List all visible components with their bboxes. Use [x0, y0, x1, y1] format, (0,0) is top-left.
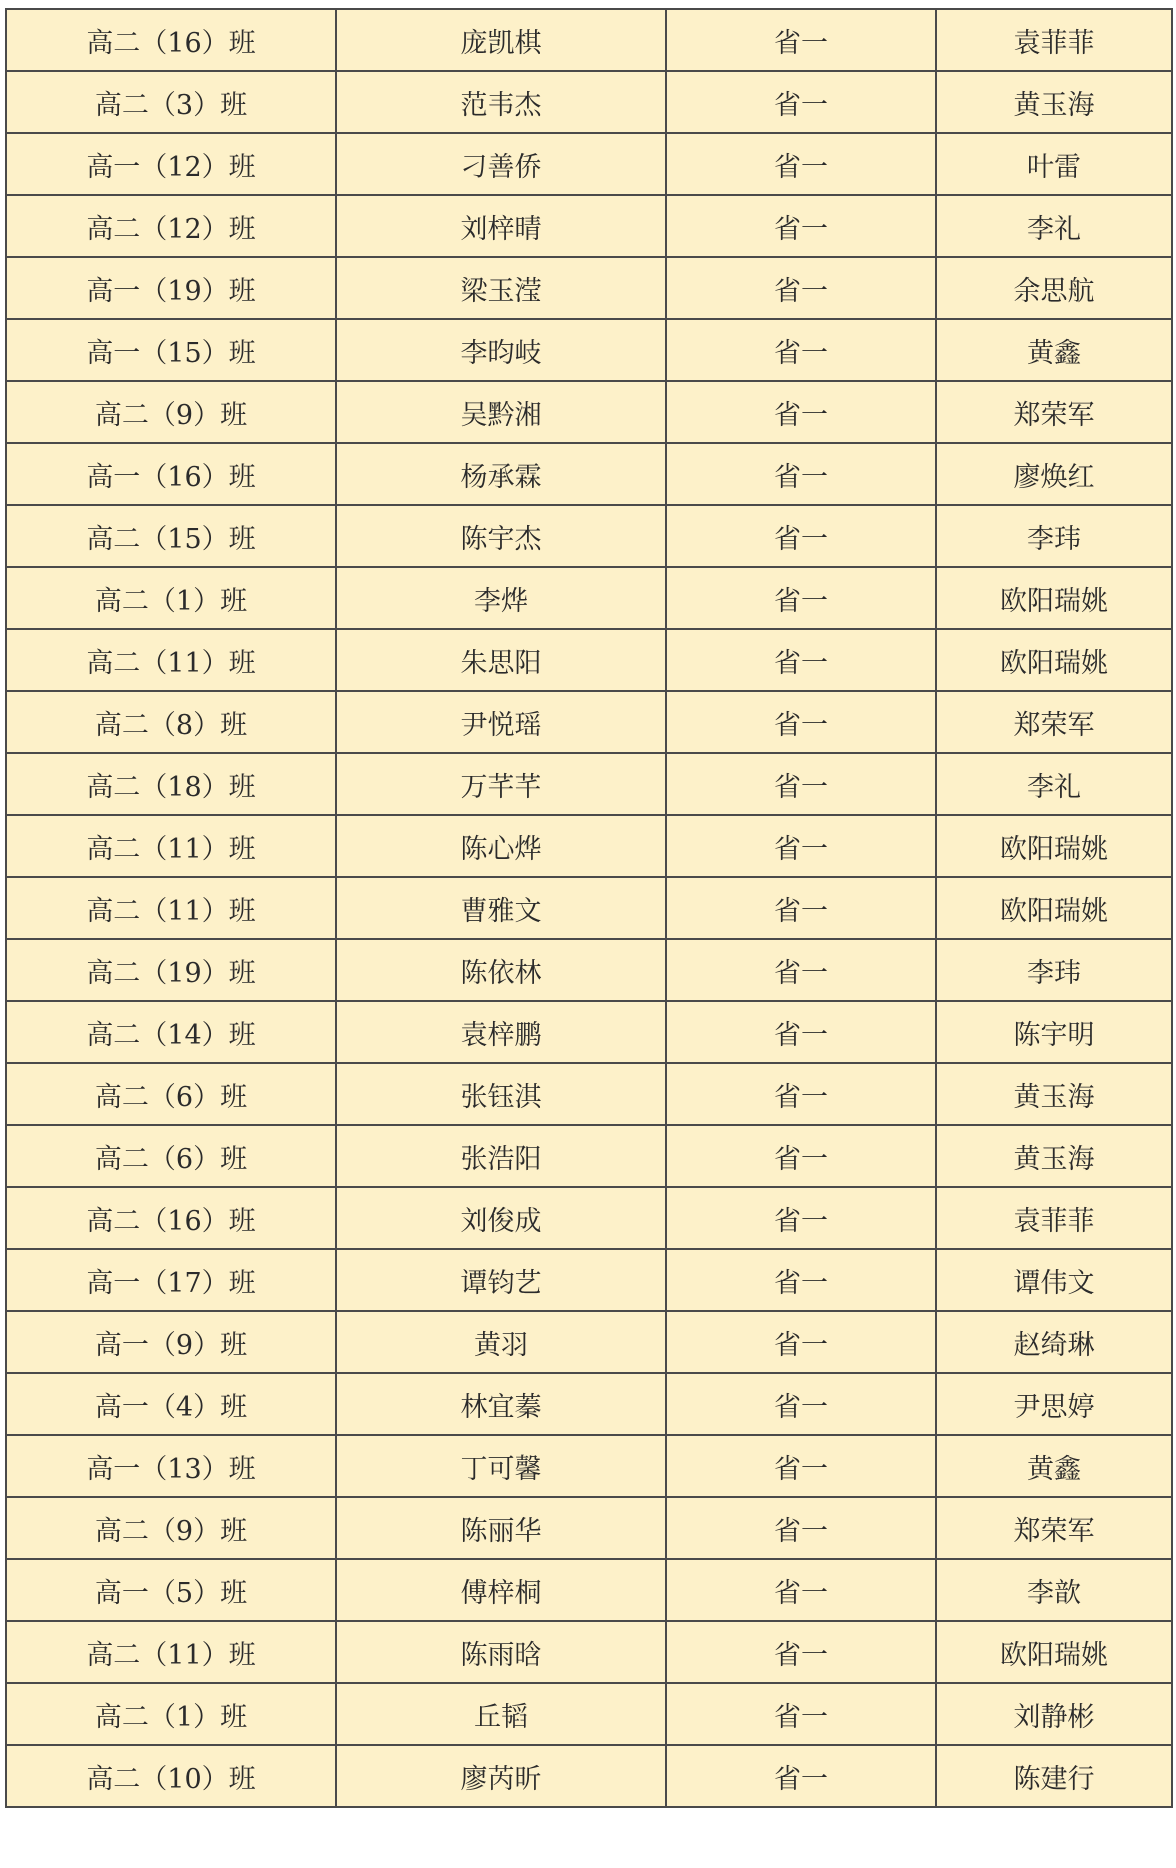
table-row [6, 381, 1172, 443]
teacher-name-cell: 黄鑫 [936, 1435, 1172, 1497]
table-row [6, 1187, 1172, 1249]
class-cell: 高一（15）班 [6, 319, 336, 381]
award-level-cell: 省一 [666, 9, 936, 71]
award-level-cell: 省一 [666, 443, 936, 505]
class-cell: 高二（19）班 [6, 939, 336, 1001]
award-level-cell: 省一 [666, 195, 936, 257]
student-name-cell: 谭钧艺 [336, 1249, 666, 1311]
award-level-cell: 省一 [666, 1125, 936, 1187]
award-level-cell: 省一 [666, 1435, 936, 1497]
teacher-name-cell: 陈宇明 [936, 1001, 1172, 1063]
table-row [6, 1745, 1172, 1807]
class-cell: 高二（11）班 [6, 1621, 336, 1683]
table-row [6, 71, 1172, 133]
student-name-cell: 丘韬 [336, 1683, 666, 1745]
teacher-name-cell: 陈建行 [936, 1745, 1172, 1807]
student-name-cell: 丁可馨 [336, 1435, 666, 1497]
table-row [6, 815, 1172, 877]
teacher-name-cell: 欧阳瑞姚 [936, 1621, 1172, 1683]
student-name-cell: 曹雅文 [336, 877, 666, 939]
award-level-cell: 省一 [666, 1373, 936, 1435]
class-cell: 高二（3）班 [6, 71, 336, 133]
award-level-cell: 省一 [666, 629, 936, 691]
teacher-name-cell: 廖焕红 [936, 443, 1172, 505]
table-row [6, 257, 1172, 319]
award-level-cell: 省一 [666, 1249, 936, 1311]
student-name-cell: 陈丽华 [336, 1497, 666, 1559]
student-name-cell: 廖芮昕 [336, 1745, 666, 1807]
teacher-name-cell: 李玮 [936, 505, 1172, 567]
award-level-cell: 省一 [666, 939, 936, 1001]
class-cell: 高一（5）班 [6, 1559, 336, 1621]
table-row [6, 1373, 1172, 1435]
teacher-name-cell: 李玮 [936, 939, 1172, 1001]
class-cell: 高二（12）班 [6, 195, 336, 257]
table-row [6, 1497, 1172, 1559]
class-cell: 高一（16）班 [6, 443, 336, 505]
table-row [6, 1125, 1172, 1187]
award-level-cell: 省一 [666, 133, 936, 195]
student-name-cell: 陈宇杰 [336, 505, 666, 567]
student-name-cell: 朱思阳 [336, 629, 666, 691]
table-row [6, 629, 1172, 691]
class-cell: 高二（14）班 [6, 1001, 336, 1063]
teacher-name-cell: 黄鑫 [936, 319, 1172, 381]
table-row [6, 1435, 1172, 1497]
student-name-cell: 梁玉滢 [336, 257, 666, 319]
class-cell: 高二（15）班 [6, 505, 336, 567]
student-name-cell: 万芊芊 [336, 753, 666, 815]
teacher-name-cell: 黄玉海 [936, 71, 1172, 133]
table-row [6, 1311, 1172, 1373]
student-name-cell: 傅梓桐 [336, 1559, 666, 1621]
class-cell: 高二（16）班 [6, 1187, 336, 1249]
class-cell: 高二（11）班 [6, 877, 336, 939]
teacher-name-cell: 叶雷 [936, 133, 1172, 195]
award-table-body [6, 9, 1172, 1807]
teacher-name-cell: 谭伟文 [936, 1249, 1172, 1311]
student-name-cell: 林宜蓁 [336, 1373, 666, 1435]
table-row [6, 877, 1172, 939]
teacher-name-cell: 李歆 [936, 1559, 1172, 1621]
table-row [6, 443, 1172, 505]
class-cell: 高一（13）班 [6, 1435, 336, 1497]
class-cell: 高一（17）班 [6, 1249, 336, 1311]
award-level-cell: 省一 [666, 753, 936, 815]
teacher-name-cell: 欧阳瑞姚 [936, 877, 1172, 939]
teacher-name-cell: 余思航 [936, 257, 1172, 319]
teacher-name-cell: 欧阳瑞姚 [936, 567, 1172, 629]
teacher-name-cell: 欧阳瑞姚 [936, 815, 1172, 877]
student-name-cell: 张钰淇 [336, 1063, 666, 1125]
student-name-cell: 陈心烨 [336, 815, 666, 877]
award-level-cell: 省一 [666, 1063, 936, 1125]
award-table-container [5, 8, 1171, 1808]
teacher-name-cell: 刘静彬 [936, 1683, 1172, 1745]
award-level-cell: 省一 [666, 71, 936, 133]
award-level-cell: 省一 [666, 1621, 936, 1683]
student-name-cell: 尹悦瑶 [336, 691, 666, 753]
student-name-cell: 刁善侨 [336, 133, 666, 195]
award-level-cell: 省一 [666, 1001, 936, 1063]
class-cell: 高二（9）班 [6, 381, 336, 443]
table-row [6, 567, 1172, 629]
class-cell: 高二（6）班 [6, 1125, 336, 1187]
class-cell: 高一（19）班 [6, 257, 336, 319]
class-cell: 高二（16）班 [6, 9, 336, 71]
student-name-cell: 张浩阳 [336, 1125, 666, 1187]
table-row [6, 1621, 1172, 1683]
award-level-cell: 省一 [666, 1497, 936, 1559]
class-cell: 高二（8）班 [6, 691, 336, 753]
student-name-cell: 杨承霖 [336, 443, 666, 505]
award-level-cell: 省一 [666, 1311, 936, 1373]
class-cell: 高二（1）班 [6, 1683, 336, 1745]
student-name-cell: 吴黔湘 [336, 381, 666, 443]
award-level-cell: 省一 [666, 1559, 936, 1621]
table-row [6, 9, 1172, 71]
teacher-name-cell: 郑荣军 [936, 691, 1172, 753]
class-cell: 高二（6）班 [6, 1063, 336, 1125]
table-row [6, 319, 1172, 381]
student-name-cell: 陈依林 [336, 939, 666, 1001]
class-cell: 高二（1）班 [6, 567, 336, 629]
class-cell: 高二（10）班 [6, 1745, 336, 1807]
table-row [6, 1001, 1172, 1063]
student-name-cell: 李昀岐 [336, 319, 666, 381]
teacher-name-cell: 郑荣军 [936, 1497, 1172, 1559]
student-name-cell: 刘梓晴 [336, 195, 666, 257]
class-cell: 高一（9）班 [6, 1311, 336, 1373]
award-level-cell: 省一 [666, 815, 936, 877]
award-level-cell: 省一 [666, 1187, 936, 1249]
award-level-cell: 省一 [666, 505, 936, 567]
student-name-cell: 刘俊成 [336, 1187, 666, 1249]
table-row [6, 939, 1172, 1001]
student-name-cell: 李烨 [336, 567, 666, 629]
teacher-name-cell: 李礼 [936, 195, 1172, 257]
table-row [6, 1683, 1172, 1745]
table-row [6, 1559, 1172, 1621]
award-level-cell: 省一 [666, 567, 936, 629]
table-row [6, 691, 1172, 753]
teacher-name-cell: 黄玉海 [936, 1125, 1172, 1187]
class-cell: 高二（9）班 [6, 1497, 336, 1559]
award-level-cell: 省一 [666, 877, 936, 939]
table-row [6, 195, 1172, 257]
class-cell: 高二（18）班 [6, 753, 336, 815]
award-level-cell: 省一 [666, 1683, 936, 1745]
class-cell: 高一（4）班 [6, 1373, 336, 1435]
teacher-name-cell: 李礼 [936, 753, 1172, 815]
table-row [6, 753, 1172, 815]
student-name-cell: 黄羽 [336, 1311, 666, 1373]
teacher-name-cell: 黄玉海 [936, 1063, 1172, 1125]
student-name-cell: 范韦杰 [336, 71, 666, 133]
teacher-name-cell: 尹思婷 [936, 1373, 1172, 1435]
table-row [6, 505, 1172, 567]
table-row [6, 1063, 1172, 1125]
award-level-cell: 省一 [666, 257, 936, 319]
teacher-name-cell: 赵绮琳 [936, 1311, 1172, 1373]
table-row [6, 1249, 1172, 1311]
table-row [6, 133, 1172, 195]
class-cell: 高二（11）班 [6, 629, 336, 691]
student-name-cell: 庞凯棋 [336, 9, 666, 71]
teacher-name-cell: 袁菲菲 [936, 9, 1172, 71]
award-level-cell: 省一 [666, 319, 936, 381]
student-name-cell: 袁梓鹏 [336, 1001, 666, 1063]
award-table [5, 8, 1173, 1808]
class-cell: 高一（12）班 [6, 133, 336, 195]
award-level-cell: 省一 [666, 691, 936, 753]
award-level-cell: 省一 [666, 1745, 936, 1807]
class-cell: 高二（11）班 [6, 815, 336, 877]
teacher-name-cell: 欧阳瑞姚 [936, 629, 1172, 691]
student-name-cell: 陈雨晗 [336, 1621, 666, 1683]
award-level-cell: 省一 [666, 381, 936, 443]
teacher-name-cell: 郑荣军 [936, 381, 1172, 443]
teacher-name-cell: 袁菲菲 [936, 1187, 1172, 1249]
